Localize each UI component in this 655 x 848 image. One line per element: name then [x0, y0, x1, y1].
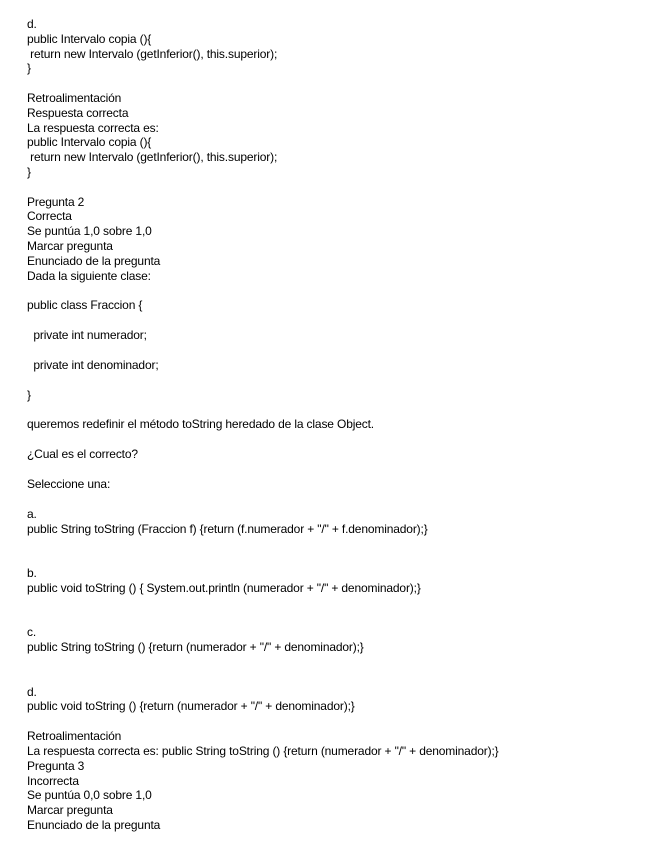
code-line: private int numerador; [27, 327, 147, 342]
q2-header [27, 195, 647, 284]
statement-label: Enunciado de la pregunta [27, 817, 161, 832]
code-line: public class Fraccion { [27, 298, 143, 313]
question-title: Pregunta 3 [27, 758, 85, 773]
question-title: Pregunta 2 [27, 194, 85, 209]
q2-feedback [27, 729, 647, 759]
statement-label: Enunciado de la pregunta [27, 253, 161, 268]
code-line: } [27, 164, 31, 179]
quiz-review-document [27, 17, 647, 833]
q1-feedback [27, 91, 647, 180]
question-score: Se puntúa 0,0 sobre 1,0 [27, 788, 152, 803]
select-prompt: Seleccione una: [27, 476, 111, 491]
flag-question-link[interactable]: Marcar pregunta [27, 803, 113, 818]
feedback-answer: La respuesta correcta es: public String toString () {return (numerador + "/" + denominador);} [27, 743, 499, 758]
option-text: public String toString () {return (numerador + "/" + denominador);} [27, 640, 364, 655]
option-text: public String toString (Fraccion f) {return (f.numerador + "/" + f.denominador);} [27, 521, 428, 536]
question-score: Se puntúa 1,0 sobre 1,0 [27, 224, 152, 239]
question-intro: Dada la siguiente clase: [27, 268, 151, 283]
option-letter: a. [27, 506, 37, 521]
question-state: Correcta [27, 209, 72, 224]
question-text: queremos redefinir el método toString heredado de la clase Object. [27, 417, 374, 432]
code-line: public Intervalo copia (){ [27, 135, 152, 150]
code-line: return new Intervalo (getInferior(), this.superior); [27, 46, 278, 61]
question-text: ¿Cual es el correcto? [27, 447, 138, 462]
code-line: return new Intervalo (getInferior(), this.superior); [27, 150, 278, 165]
feedback-heading: Retroalimentación [27, 90, 122, 105]
feedback-answer-label: La respuesta correcta es: [27, 120, 159, 135]
option-text: public void toString () { System.out.println (numerador + "/" + denominador);} [27, 580, 421, 595]
q2-option-d[interactable] [27, 685, 647, 715]
q2-option-b[interactable] [27, 566, 647, 596]
feedback-heading: Retroalimentación [27, 729, 122, 744]
q2-option-c[interactable] [27, 625, 647, 655]
question-state: Incorrecta [27, 773, 79, 788]
code-line: } [27, 387, 31, 402]
code-line: } [27, 61, 31, 76]
option-text: public void toString () {return (numerador + "/" + denominador);} [27, 699, 355, 714]
q1-option-d[interactable] [27, 17, 647, 76]
code-line: private int denominador; [27, 357, 159, 372]
option-letter: b. [27, 566, 37, 580]
flag-question-link[interactable]: Marcar pregunta [27, 238, 113, 253]
q2-option-a[interactable] [27, 507, 647, 537]
option-letter: d. [27, 684, 37, 699]
option-letter: c. [27, 625, 37, 640]
feedback-status: Respuesta correcta [27, 105, 129, 120]
code-line: public Intervalo copia (){ [27, 31, 152, 46]
q3-header [27, 759, 647, 833]
q2-code-block [27, 298, 647, 402]
option-letter: d. [27, 17, 37, 31]
